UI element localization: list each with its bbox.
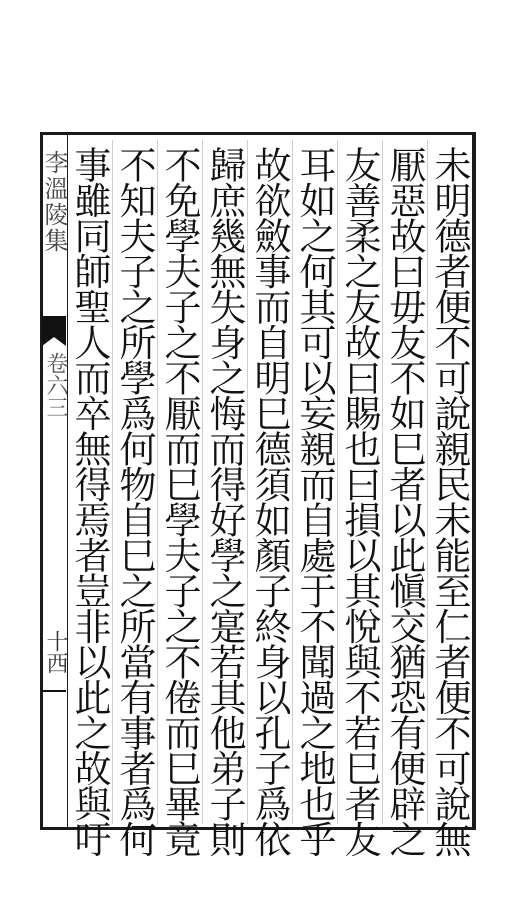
column-text: 友善柔之友故曰賜也曰損以其悅與不若巳者友 (338, 146, 381, 856)
margin-page-number: 十西 (43, 630, 68, 674)
text-column-7 (158, 146, 201, 856)
text-column-8 (113, 146, 156, 856)
column-text: 未明德者便不可說親民未能至仁者便不可說無 (428, 146, 471, 856)
text-column-2 (383, 146, 426, 856)
margin-volume-label: 卷六三 (43, 352, 68, 418)
text-column-4 (293, 146, 336, 856)
text-column-5 (248, 146, 291, 856)
text-column-1 (428, 146, 471, 856)
column-text: 不知夫子之所學爲何物自巳之所當有事者爲何 (113, 146, 156, 856)
margin-book-title: 李溫陵集 (40, 150, 68, 254)
text-column-6 (203, 146, 246, 856)
column-text: 故欲斂事而自明巳德須如顏子終身以孔子爲依 (248, 146, 291, 856)
text-column-9 (68, 146, 111, 856)
column-text: 厭惡故曰毋友不如巳者以此愼交猶恐有便辟之 (383, 146, 426, 856)
margin-divider (42, 690, 66, 692)
column-text: 歸庶幾無失身之悔而得好學之寔若其他弟子則 (203, 146, 246, 856)
column-text: 事雖同師聖人而卒無得焉者豈非以此之故與吁 (68, 146, 111, 856)
column-text: 耳如之何其可以妄親而自處于不聞過之地也乎 (293, 146, 336, 856)
text-column-3 (338, 146, 381, 856)
column-text: 不免學夫子之不厭而巳學夫子之不倦而巳畢竟 (158, 146, 201, 856)
